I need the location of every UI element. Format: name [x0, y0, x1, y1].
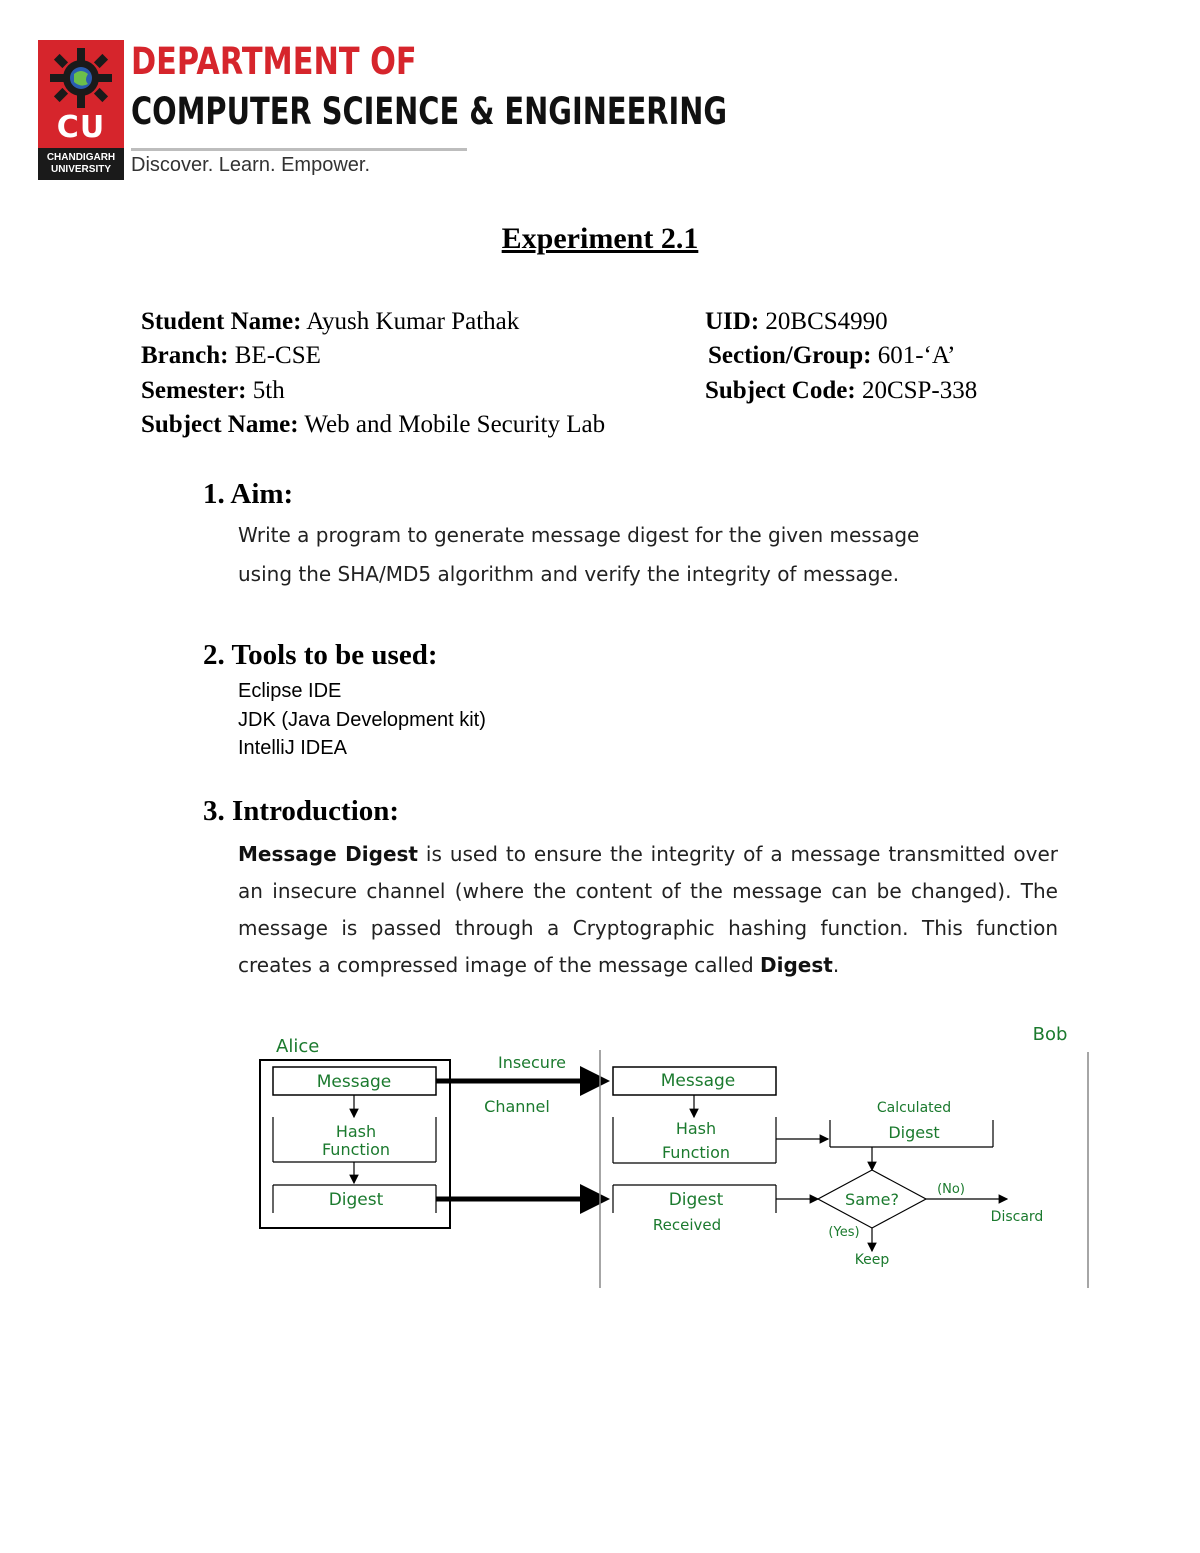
tagline: Discover. Learn. Empower.: [131, 154, 370, 176]
aim-line-1: Write a program to generate message digest for the given message: [238, 523, 920, 547]
keep-label: Keep: [854, 1252, 890, 1268]
subject-name-value: Web and Mobile Security Lab: [304, 411, 606, 438]
subject-code-label: Subject Code:: [705, 377, 856, 404]
bob-label: Bob: [1032, 1024, 1068, 1045]
alice-label: Alice: [276, 1036, 320, 1057]
section-value: 601-‘A’: [877, 342, 956, 369]
introduction-paragraph: [238, 836, 1058, 984]
insecure-label: Insecure: [497, 1053, 567, 1072]
university-logo: [38, 40, 124, 180]
alice-function-label: Function: [321, 1140, 391, 1159]
introduction-heading: 3. Introduction:: [203, 795, 400, 827]
section-row: [708, 342, 955, 370]
semester-label: Semester:: [141, 377, 247, 404]
experiment-title: Experiment 2.1: [501, 222, 699, 255]
student-name-value: Ayush Kumar Pathak: [306, 308, 520, 335]
intro-bold-lead: Message Digest: [238, 842, 418, 866]
alice-digest-label: Digest: [328, 1190, 384, 1210]
uid-row: [705, 308, 888, 336]
channel-label: Channel: [484, 1097, 550, 1116]
intro-text-end: .: [832, 953, 840, 977]
branch-row: [141, 342, 321, 370]
calculated-digest-label: Digest: [888, 1123, 940, 1142]
alice-hash-label: Hash: [335, 1122, 377, 1141]
emblem-icon: [46, 46, 116, 110]
department-title: DEPARTMENT OF: [131, 40, 417, 83]
branch-label: Branch:: [141, 342, 229, 369]
bob-hash-label: Hash: [675, 1119, 717, 1138]
department-subtitle: COMPUTER SCIENCE & ENGINEERING: [131, 90, 728, 133]
logo-cu-text: CU: [56, 110, 106, 145]
aim-line-2: using the SHA/MD5 algorithm and verify the integrity of message.: [238, 562, 900, 586]
uid-label: UID:: [705, 308, 760, 335]
subject-name-row: [141, 411, 605, 439]
same-label: Same?: [845, 1190, 899, 1209]
subject-code-row: [705, 377, 977, 405]
aim-heading: 1. Aim:: [203, 478, 294, 510]
calculated-label: Calculated: [876, 1100, 952, 1116]
tools-heading: 2. Tools to be used:: [203, 639, 438, 671]
intro-bold-end: Digest: [760, 953, 833, 977]
student-name-row: [141, 308, 519, 336]
bob-function-label: Function: [661, 1143, 731, 1162]
yes-label: (Yes): [828, 1225, 860, 1240]
bob-digest-label: Digest: [668, 1190, 724, 1210]
intro-text: is used to ensure the integrity of a message transmitted over an insecure channel (where the content of the message can be changed). The message is passed through a Cryptographic hashing function. This function creates a compressed image of the message called: [238, 842, 1058, 977]
branch-value: BE-CSE: [234, 342, 321, 369]
received-label: Received: [652, 1216, 722, 1234]
subject-name-label: Subject Name:: [141, 411, 299, 438]
message-digest-diagram: [250, 1020, 1110, 1290]
logo-university-name: CHANDIGARH UNIVERSITY: [38, 148, 124, 180]
bob-message-label: Message: [660, 1071, 736, 1091]
student-name-label: Student Name:: [141, 308, 302, 335]
tool-item: IntelliJ IDEA: [238, 737, 347, 759]
header-divider: [131, 148, 467, 151]
section-label: Section/Group:: [708, 342, 872, 369]
no-label: (No): [937, 1182, 965, 1197]
subject-code-value: 20CSP-338: [861, 377, 978, 404]
discard-label: Discard: [990, 1209, 1044, 1225]
alice-message-label: Message: [316, 1072, 392, 1092]
uid-value: 20BCS4990: [765, 308, 888, 335]
tool-item: JDK (Java Development kit): [238, 709, 486, 731]
semester-value: 5th: [252, 377, 285, 404]
tool-item: Eclipse IDE: [238, 680, 342, 702]
semester-row: [141, 377, 285, 405]
